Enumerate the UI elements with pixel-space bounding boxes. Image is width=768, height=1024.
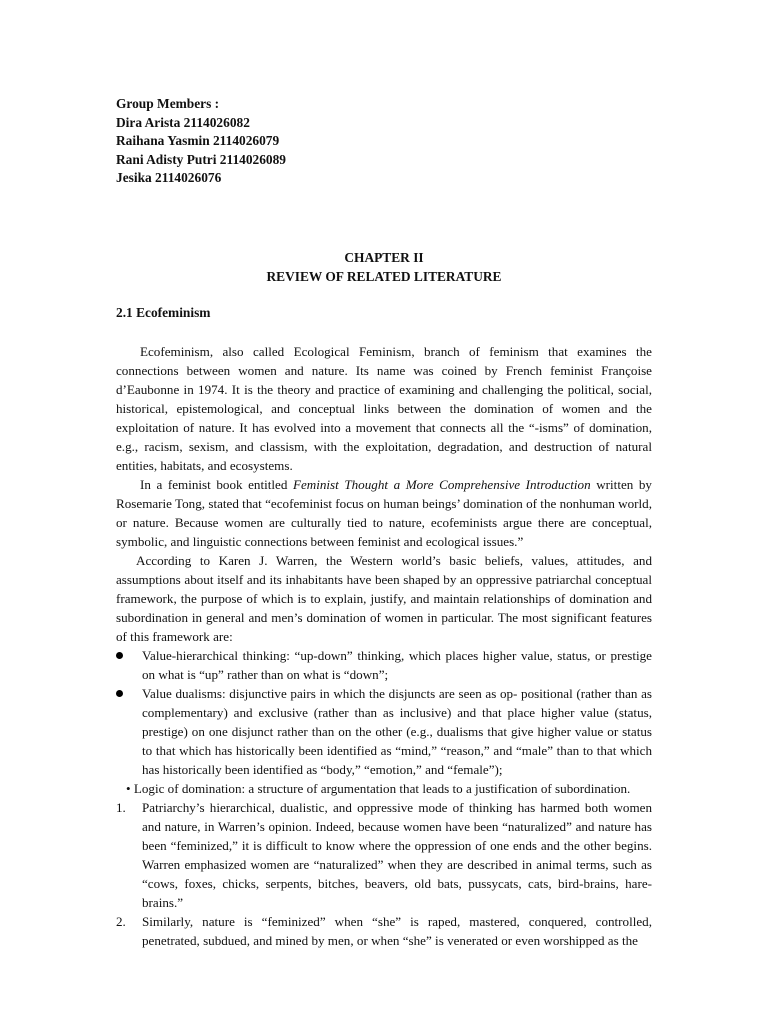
list-item-text: Value dualisms: disjunctive pairs in which the disjuncts are seen as op- positional (rather than as complementary) and exclusive (rather than as inclusive) and that place higher value (status, prestige) on one disjunct rather than on the other (e.g., dualisms that give higher value or status to that which has historically been identified as “mind,” “reason,” and “male” than to that which has historically been identified as “body,” “emotion,” and “female”); xyxy=(142,686,652,777)
list-item xyxy=(116,684,652,779)
group-members-heading: Group Members : xyxy=(116,96,220,111)
member-name: Jesika 2114026076 xyxy=(116,170,222,186)
list-item: • Logic of domination: a structure of argumentation that leads to a justification of subordination. xyxy=(126,781,631,796)
numbered-item xyxy=(116,798,652,912)
body-text xyxy=(116,342,652,950)
chapter-title: REVIEW OF RELATED LITERATURE xyxy=(266,269,502,284)
item-number: 1. xyxy=(116,800,126,815)
list-item-text: Value-hierarchical thinking: “up-down” thinking, which places higher value, status, or prestige on what is “up” rather than on what is “down”; xyxy=(142,648,652,682)
paragraph xyxy=(116,475,652,551)
item-number: 2. xyxy=(116,914,126,929)
bullet-icon xyxy=(116,652,123,659)
member-name: Dira Arista 2114026082 xyxy=(116,114,250,130)
paragraph: According to Karen J. Warren, the Western world’s basic beliefs, values, attitudes, and assumptions about itself and its inhabitants have been shaped by an oppressive patriarchal conceptual framework, the purpose of which is to explain, justify, and maintain relationships of domination and subordination in general and men’s domination of women in particular. The most significant features of this framework are: xyxy=(116,553,652,644)
chapter-heading xyxy=(116,248,652,286)
book-title: Feminist Thought a More Comprehensive Introduction xyxy=(292,477,591,492)
member-name: Rani Adisty Putri 2114026089 xyxy=(116,151,287,167)
member-name: Raihana Yasmin 2114026079 xyxy=(116,133,280,149)
numbered-item-text: Similarly, nature is “feminized” when “she” is raped, mastered, conquered, controlled, penetrated, subdued, and mined by men, or when “she” is venerated or even worshipped as the xyxy=(142,914,652,948)
numbered-item-text: Patriarchy’s hierarchical, dualistic, and oppressive mode of thinking has harmed both women and nature, in Warren’s opinion. Indeed, because women have been “naturalized” and nature has been “feminized,” it is difficult to know where the oppression of one ends and the other begins. Warren emphasized women are “naturalized” when they are described in animal terms, such as “cows, foxes, chicks, serpents, bitches, beavers, old bats, pussycats, cats, bird-brains, hare-brains.” xyxy=(142,800,652,910)
paragraph-text: written by Rosemarie Tong, stated that “ecofeminist focus on human beings’ domination of the nonhuman world, or nature. Because women are culturally tied to nature, ecofeminists argue there are conceptual, symbolic, and linguistic connections between feminist and ecological issues.” xyxy=(116,477,652,549)
list-item xyxy=(116,646,652,684)
paragraph-text: In a feminist book entitled xyxy=(140,477,293,492)
chapter-number: CHAPTER II xyxy=(344,250,424,265)
section-title: 2.1 Ecofeminism xyxy=(116,305,211,320)
group-members-block xyxy=(116,95,286,188)
bullet-icon xyxy=(116,690,123,697)
numbered-item xyxy=(116,912,652,950)
paragraph: Ecofeminism, also called Ecological Feminism, branch of feminism that examines the connections between women and nature. Its name was coined by French feminist Françoise d’Eaubonne in 1974. It is the theory and practice of examining and challenging the political, social, historical, epistemological, and conceptual links between the domination of women and the exploitation of nature. It has evolved into a movement that connects all the “-isms” of domination, e.g., racism, sexism, and classism, with the exploitation, degradation, and destruction of natural entities, habitats, and ecosystems. xyxy=(116,344,652,473)
